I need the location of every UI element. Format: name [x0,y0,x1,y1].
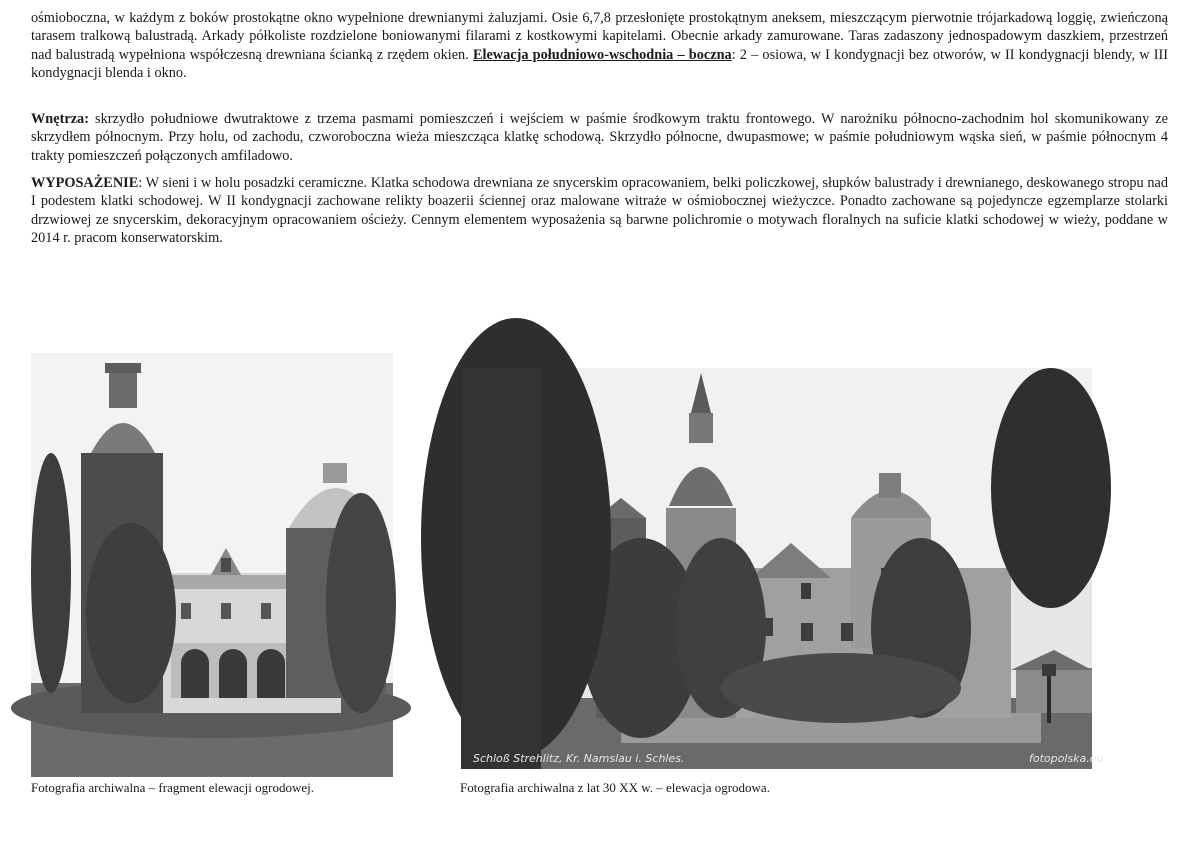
archival-photo-garden-elevation-1930s [461,368,1104,769]
paragraph-text: ośmioboczna, w każdym z boków prostokątne okno wypełnione drewnianymi żaluzjami. Osie 6,7,8 przesłonięte prostokątnym aneksem, mieszczącym pierwotnie trójarkadową loggię, zwieńczoną tarasem tralkową balustradą. Arkady półkoliste rozdzielone boniowanymi filarami z kostkowymi kapitelami. Obecnie arkady zamurowane. Taras zadaszony jednospadowym daszkiem, przestrzeń nad balustradą wypełniona współczesną drewniana ścianką z rzędem okien. [31,10,1168,63]
archival-photo-garden-fragment [31,353,393,777]
photo-inscription: Schloß Strehlitz, Kr. Namslau i. Schles. [473,752,685,765]
photo-caption-left: Fotografia archiwalna – fragment elewacji ogrodowej. [31,780,314,795]
paragraph-elevation [31,9,1168,83]
paragraph-text: skrzydło południowe dwutraktowe z trzema pasmami pomieszczeń i wejściem w paśmie środkowym traktu frontowego. W narożniku północno-zachodnim hol skomunikowany ze skrzydłem północnym. Przy holu, od zachodu, czworoboczna wieża mieszcząca klatkę schodową. Skrzydło północne, dwupasmowe; w paśmie południowym wąska sień, w paśmie północnym 4 trakty pomieszczeń połączonych amfiladowo. [31,111,1168,164]
paragraph-text: : 2 – osiowa, w I kondygnacji bez otworów, w II kondygnacji blendy, w III kondygnacji blenda i okno. [31,46,1168,82]
section-heading-interiors: Wnętrza: [31,111,89,127]
paragraph-text: : W sieni i w holu posadzki ceramiczne. Klatka schodowa drewniana ze snycerskim opracowaniem, belki policzkowej, słupków balustrady i drewnianego, deskowanego stropu nad I podestem klatki schodowej. W II kondygnacji zachowane relikty boazerii ściennej oraz malowane witraże w ośmiobocznej wieżyczce. Ponadto zachowane są pojedyncze egzemplarze stolarki drzwiowej ze snycerskim, dekoracyjnym opracowaniem ościeży. Cennym elementem wyposażenia są barwne polichromie o motywach floralnych na suficie klatki schodowej w wieży, poddane w 2014 r. pracom konserwatorskim. [31,175,1168,247]
section-heading-equipment: WYPOSAŻENIE [31,175,139,191]
photo-caption-right: Fotografia archiwalna z lat 30 XX w. – elewacja ogrodowa. [460,780,770,795]
photo-watermark: fotopolska.eu [1029,752,1104,765]
paragraph-equipment [31,174,1168,248]
paragraph-interiors [31,110,1168,165]
section-heading-elevation-southeast: Elewacja południowo-wschodnia – boczna [472,46,732,63]
